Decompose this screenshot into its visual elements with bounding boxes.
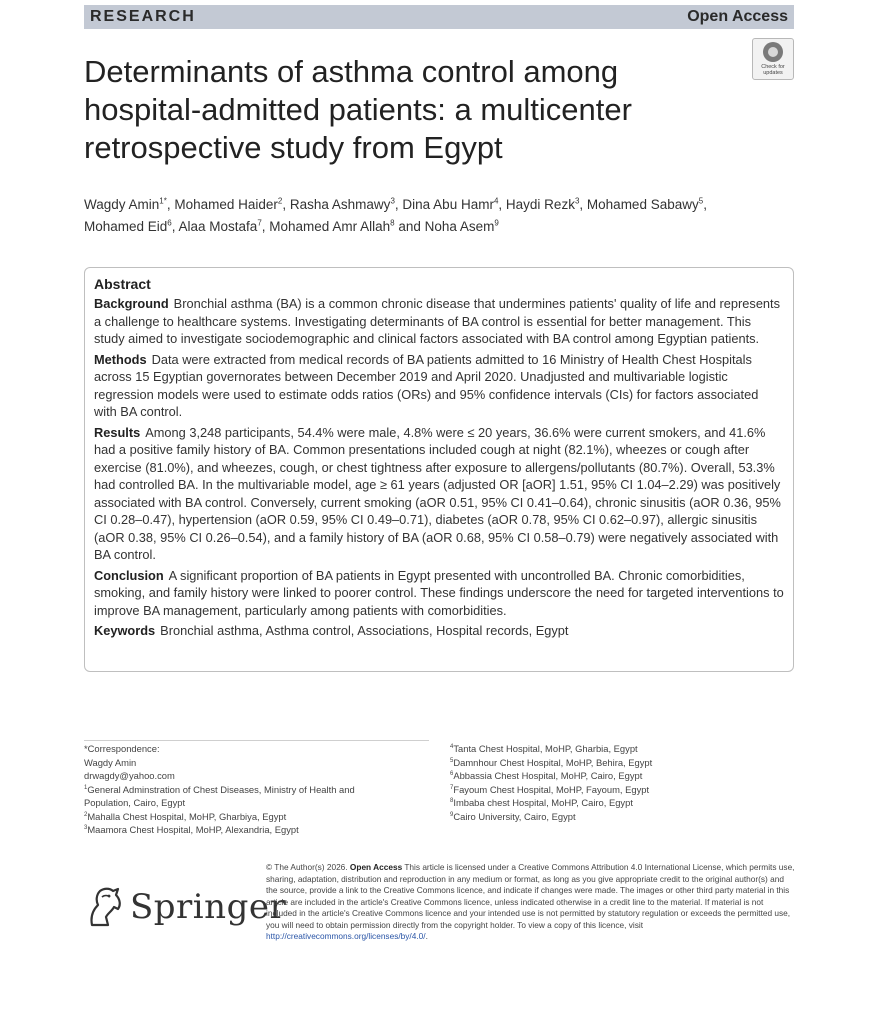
abstract-keywords: Keywords Bronchial asthma, Asthma control, Associations, Hospital records, Egypt (94, 623, 569, 638)
affiliation: $^4$Tanta Chest Hospital, MoHP, Gharbia, Egypt (450, 743, 638, 754)
publisher-logo (84, 885, 286, 929)
springer-horse-icon (84, 885, 124, 929)
check-for-updates-badge[interactable] (752, 38, 794, 80)
abstract-heading: Abstract (94, 276, 151, 292)
footnotes-left (84, 742, 384, 837)
author[interactable]: Mohamed Amr Allah$^8$ (269, 218, 395, 234)
correspondence-email[interactable]: drwagdy@yahoo.com (84, 770, 175, 781)
article-category: RESEARCH (90, 8, 196, 25)
article-title: Determinants of asthma control among hospital-admitted patients: a multicenter retrospective study from Egypt (84, 54, 632, 165)
affiliation: $^8$Imbaba chest Hospital, MoHP, Cairo, Egypt (450, 797, 633, 808)
abstract-background: Background Bronchial asthma (BA) is a common chronic disease that undermines patients' quality of life and represents a challenge to healthcare systems. Investigating determinants of BA control is essential for better management. This study aimed to investigate sociodemographic and clinical factors associated with BA control among Egyptian patients. (94, 296, 781, 346)
correspondence-label: *Correspondence: (84, 743, 160, 754)
author[interactable]: Wagdy Amin$^{1*}$ (84, 196, 167, 212)
abstract-methods: Methods Data were extracted from medical records of BA patients admitted to 16 Ministry of Health Chest Hospitals across 15 Egyptian governorates between December 2019 and April 2020. Unadjusted and multivariable logistic regression models were used to estimate odds ratios (ORs) and 95% confidence intervals (CIs) for factors associated with BA control. (94, 351, 759, 419)
author[interactable]: Mohamed Haider$^2$ (174, 196, 283, 212)
affiliation: $^9$Cairo University, Cairo, Egypt (450, 810, 576, 822)
correspondence-name: Wagdy Amin (84, 756, 137, 768)
affiliation: $^7$Fayoum Chest Hospital, MoHP, Fayoum, Egypt (450, 783, 650, 795)
author[interactable]: Rasha Ashmawy$^3$ (289, 196, 395, 212)
check-for-updates-label: Check for updates (761, 64, 785, 76)
author[interactable]: Alaa Mostafa$^7$ (178, 218, 262, 234)
abstract-box (84, 267, 794, 672)
publisher-name: Springer (130, 887, 287, 927)
check-for-updates-icon (763, 42, 783, 62)
license-open-access-label: Open Access (349, 862, 403, 872)
author[interactable]: Mohamed Eid$^6$ (84, 218, 172, 234)
author[interactable]: Noha Asem$^9$ (424, 218, 499, 234)
open-access-label: Open Access (687, 8, 788, 25)
affiliation: $^3$Maamora Chest Hospital, MoHP, Alexandria, Egypt (84, 824, 299, 835)
affiliation: $^6$Abbassia Chest Hospital, MoHP, Cairo, Egypt (450, 770, 643, 781)
license-statement: © The Author(s) 2026. Open Access This article is licensed under a Creative Commons Attribution 4.0 International License, which permits use, sharing, adaptation, distribution and reproduction in any medium or format, as long as you give appropriate credit to the original author(s) and the source, provide a link to the Creative Commons licence, and indicate if changes were made. The images or other third party material in this article are included in the article's Creative Commons licence, unless indicated otherwise in a credit line to the material. If material is not included in the article's Creative Commons licence and your intended use is not permitted by statutory regulation or exceeds the permitted use, you will need to obtain permission directly from the copyright holder. To view a copy of this licence, visit http://creativecommons.org/licenses/by/4.0/. (266, 862, 795, 941)
author[interactable]: Haydi Rezk$^3$ (505, 196, 580, 212)
abstract-conclusion: Conclusion A significant proportion of BA patients in Egypt presented with uncontrolled BA. Chronic comorbidities, smoking, and family history were linked to poorer control. These findings underscore the need for targeted interventions to improve BA management, particularly among patients with comorbidities. (94, 567, 784, 618)
affiliation: $^1$General Adminstration of Chest Diseases, Ministry of Health and Population, Cairo, Egypt (84, 783, 355, 808)
author[interactable]: Dina Abu Hamr$^4$ (402, 196, 499, 212)
abstract-results: Results Among 3,248 participants, 54.4% were male, 4.8% were ≤ 20 years, 36.6% were current smokers, and 41.6% had a positive family history of BA. Common presentations included cough at night (82.1%), wheezes or cough after exercise (81.0%), and wheezes, cough, or chest tightness after exposure to allergens/pollutants (80.7%). Overall, 53.3% had controlled BA. In the multivariable model, age ≥ 61 years (adjusted OR [aOR] 1.51, 95% CI 1.04–2.29) was positively associated with BA control. Conversely, current smoking (aOR 0.51, 95% CI 0.41–0.64), chronic sinusitis (aOR 0.36, 95% CI 0.28–0.47), hypertension (aOR 0.59, 95% CI 0.49–0.71), diabetes (aOR 0.78, 95% CI 0.62–0.97), allergic sinusitis (aOR 0.38, 95% CI 0.26–0.54), and a family history of BA (aOR 0.68, 95% CI 0.58–0.79) were negatively associated with BA control. (94, 424, 781, 562)
journal-header-bar (84, 5, 794, 29)
license-link[interactable]: http://creativecommons.org/licenses/by/4.0/ (266, 931, 426, 941)
author-conjunction: and (398, 219, 421, 234)
affiliation: $^5$Damnhour Chest Hospital, MoHP, Behira, Egypt (450, 756, 653, 768)
author[interactable]: Mohamed Sabawy$^5$ (586, 196, 704, 212)
footnotes-right (450, 742, 690, 823)
author-list: Wagdy Amin$^{1*}$, Mohamed Haider$^2$, Rasha Ashmawy$^3$, Dina Abu Hamr$^4$, Haydi Rezk$^3$, Mohamed Sabawy$^5$, Mohamed Eid$^6$, Alaa Mostafa$^7$, Mohamed Amr Allah$^8$ and Noha Asem$^9$ (84, 196, 707, 234)
affiliation: $^2$Mahalla Chest Hospital, MoHP, Gharbiya, Egypt (84, 810, 287, 822)
footnote-divider (84, 740, 429, 741)
